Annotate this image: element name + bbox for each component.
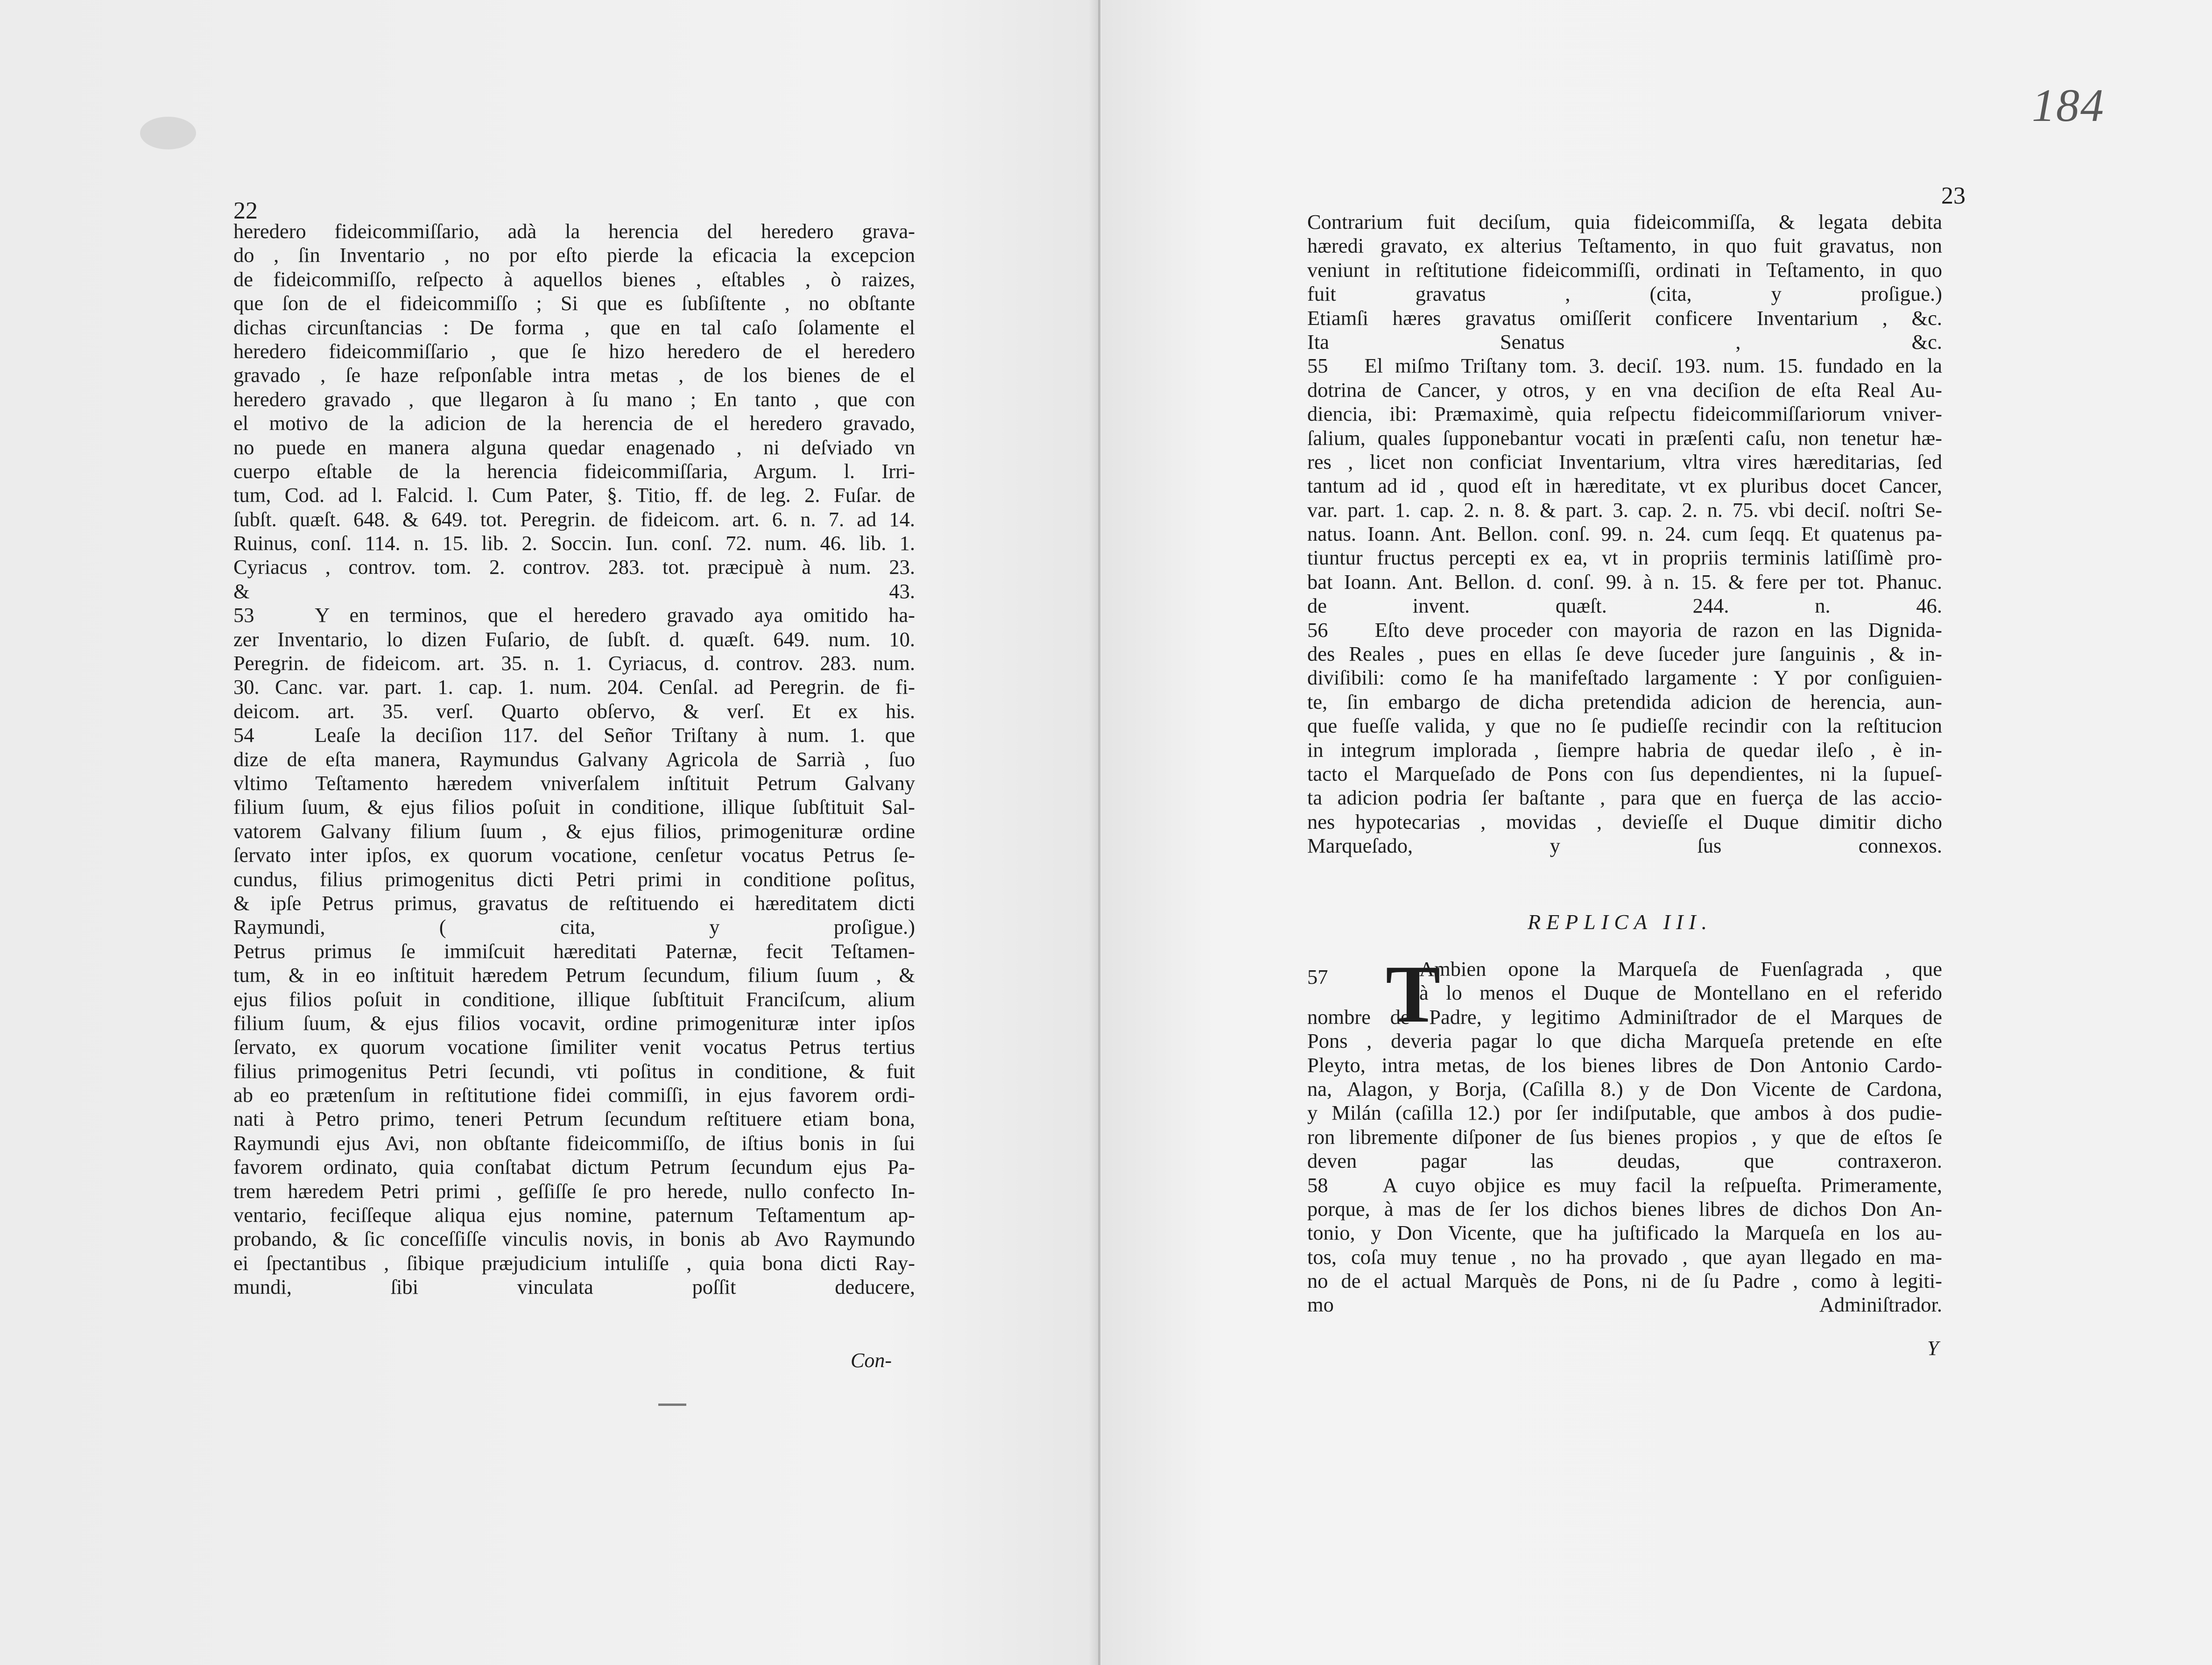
text-line: gravado , ſe haze reſponſable intra metas , de los bienes de el [233,363,915,387]
text-line: favorem ordinato, quia conſtabat dictum Petrum ſecundum ejus Pa- [233,1155,915,1179]
text-line: tum, & in eo inſtituit hæredem Petrum ſecundum, filium ſuum , & [233,963,915,987]
text-line: ejus filios poſuit in conditione, illique ſubſtituit Franciſcum, alium [233,987,915,1011]
drop-cap: T [1386,949,1441,1040]
text-line: no puede en manera alguna quedar enagenado , ni deſviado vn [233,435,915,459]
text-line: el motivo de la adicion de la herencia de el heredero gravado, [233,411,915,435]
right-page-body-bottom [1307,957,1942,1317]
text-line: Raymundi, ( cita, y proſigue.) [233,915,915,939]
text-line: tos, coſa muy tenue , no ha provado , que ayan llegado en ma- [1307,1245,1942,1269]
text-line: & ipſe Petrus primus, gravatus de reſtituendo ei hæreditatem dicti [233,891,915,915]
text-line: ei ſpectantibus , ſibique præjudicium intuliſſe , quia bona dicti Ray- [233,1251,915,1275]
text-line: deven pagar las deudas, que contraxeron. [1307,1149,1942,1173]
text-line: hæredi gravato, ex alterius Teſtamento, in quo fuit gravatus, non [1307,234,1942,258]
text-line: res , licet non conficiat Inventarium, vltra vires hæreditarias, ſed [1307,450,1942,473]
text-line: mo Adminiſtrador. [1307,1293,1942,1317]
text-line: dotrina de Cancer, y otros, y en vna deciſion de eſta Real Au- [1307,378,1942,402]
text-line: ab eo prætenſum in reſtitutione fidei commiſſi, in ejus favorem ordi- [233,1083,915,1107]
text-line: natus. Ioann. Ant. Bellon. conſ. 99. n. 24. cum ſeqq. Et quatenus pa- [1307,522,1942,546]
text-line: heredero fideicommiſſario , que ſe hizo heredero de el heredero [233,339,915,363]
left-page [0,0,1102,1665]
text-line: cundus, filius primogenitus dicti Petri primi in conditione poſitus, [233,867,915,891]
text-line: 58 A cuyo objice es muy facil la reſpueſta. Primeramente, [1307,1173,1942,1197]
paragraph-number-57: 57 [1307,965,1328,988]
text-line: dize de eſta manera, Raymundus Galvany Agricola de Sarrià , ſuo [233,747,915,771]
text-line: Ruinus, conſ. 114. n. 15. lib. 2. Soccin. Iun. conſ. 72. num. 46. lib. 1. [233,531,915,555]
text-line: ventario, feciſſeque aliqua ejus nomine, paternum Teſtamentum ap- [233,1203,915,1227]
text-line: Etiamſi hæres gravatus omiſſerit conficere Inventarium , &c. [1307,306,1942,330]
right-page-body-top [1307,210,1942,858]
text-line: ſervato inter ipſos, ex quorum vocatione, cenſetur vocatus Petrus ſe- [233,843,915,867]
text-line: 53 Y en terminos, que el heredero gravado aya omitido ha- [233,603,915,627]
text-line: mundi, ſibi vinculata poſſit deducere, [233,1275,915,1299]
text-line: Peregrin. de fideicom. art. 35. n. 1. Cyriacus, d. controv. 283. num. [233,651,915,675]
text-line: filium ſuum, & ejus filios vocavit, ordine primogenituræ inter ipſos [233,1011,915,1035]
text-line: probando, & ſic conceſſiſſe vinculis novis, in bonis ab Avo Raymundo [233,1227,915,1251]
text-line: Raymundi ejus Avi, non obſtante fideicommiſſo, de iſtius bonis in ſui [233,1131,915,1155]
text-line: do , ſin Inventario , no por eſto pierde la eficacia la excepcion [233,243,915,267]
text-line: de invent. quæſt. 244. n. 46. [1307,594,1942,618]
text-line: diviſibili: como ſe ha manifeſtado largamente : Y por conſiguien- [1307,666,1942,690]
text-line: vltimo Teſtamento hæredem vniverſalem inſtituit Petrum Galvany [233,771,915,795]
catchword-right: Y [1927,1337,1939,1360]
text-line: tonio, y Don Vicente, que ha juſtificado la Marqueſa en los au- [1307,1221,1942,1245]
text-line: ſubſt. quæſt. 648. & 649. tot. Peregrin. de fideicom. art. 6. n. 7. ad 14. [233,507,915,531]
text-line: no de el actual Marquès de Pons, ni de ſu Padre , como à legiti- [1307,1269,1942,1293]
text-line: 30. Canc. var. part. 1. cap. 1. num. 204. Cenſal. ad Peregrin. de fi- [233,675,915,699]
text-line: ſervato, ex quorum vocatione ſimiliter venit vocatus Petrus tertius [233,1035,915,1059]
text-line: tacto el Marqueſado de Pons con ſus dependientes, ni la ſupueſ- [1307,762,1942,785]
text-line: 56 Eſto deve proceder con mayoria de razon en las Dignida- [1307,618,1942,642]
text-line: cuerpo eſtable de la herencia fideicommiſſaria, Argum. l. Irri- [233,459,915,483]
text-line: & 43. [233,579,915,603]
text-line: que ſon de el fideicommiſſo ; Si que es ſubſiſtente , no obſtante [233,291,915,315]
text-line: var. part. 1. cap. 2. n. 8. & part. 3. cap. 2. n. 75. vbi deciſ. noſtri Se- [1307,498,1942,522]
book-gutter [1098,0,1100,1665]
text-line: trem hæredem Petri primi , geſſiſſe ſe pro herede, nullo confecto In- [233,1179,915,1203]
text-line: veniunt in reſtitutione fideicommiſſi, ordinati in Teſtamento, in quo [1307,258,1942,282]
text-line: Pons , deveria pagar lo que dicha Marqueſa pretende en eſte [1307,1029,1942,1053]
page-number: 22 [233,198,258,224]
text-line: heredero gravado , que llegaron à ſu mano ; En tanto , que con [233,387,915,411]
text-line: 55 El miſmo Triſtany tom. 3. deciſ. 193. num. 15. fundado en la [1307,354,1942,378]
text-line: in integrum implorada , ſiempre habria de quedar ileſo , è in- [1307,738,1942,762]
text-line: dichas circunſtancias : De forma , que en tal caſo ſolamente el [233,315,915,339]
text-line: ta adicion podria ſer baſtante , para que en fuerça de las accio- [1307,786,1942,810]
text-line: Petrus primus ſe immiſcuit hæreditati Paternæ, fecit Teſtamen- [233,939,915,963]
stain-mark [140,117,196,149]
section-heading: REPLICA III. [1528,910,1713,934]
text-line: Marqueſado, y ſus connexos. [1307,834,1942,858]
text-line: ron libremente diſponer de ſus bienes propios , y que de eſtos ſe [1307,1125,1942,1149]
text-line: diencia, ibi: Præmaximè, quia reſpectu fideicommiſſariorum vniver- [1307,402,1942,426]
text-line: nati à Petro primo, teneri Petrum ſecundum reſtituere etiam bona, [233,1107,915,1131]
text-line: Contrarium fuit deciſum, quia fideicommiſſa, & legata debita [1307,210,1942,233]
text-line: nes hypotecarias , movidas , devieſſe el Duque dimitir dicho [1307,810,1942,833]
text-line: tum, Cod. ad l. Falcid. l. Cum Pater, §. Titio, ff. de leg. 2. Fuſar. de [233,483,915,507]
text-line: à lo menos el Duque de Montellano en el referido [1419,981,1942,1005]
archive-folio-number: 184 [2032,79,2105,131]
text-line: que fueſſe valida, y que no ſe pudieſſe recindir con la reſtitucion [1307,714,1942,738]
text-line: te, ſin embargo de dicha pretendida adicion de herencia, aun- [1307,690,1942,713]
text-line: fuit gravatus , (cita, y proſigue.) [1307,282,1942,306]
text-line: 54 Leaſe la deciſion 117. del Señor Triſtany à num. 1. que [233,723,915,747]
text-line: des Reales , pues en ellas ſe deve ſuceder jure ſanguinis , & in- [1307,642,1942,666]
text-line: tantum ad id , quod eſt in hæreditate, vt ex pluribus docet Cancer, [1307,474,1942,498]
text-line: na, Alagon, y Borja, (Caſilla 8.) y de Don Vicente de Cardona, [1307,1077,1942,1101]
text-line: Ita Senatus , &c. [1307,330,1942,353]
text-line: vatorem Galvany filium ſuum , & ejus filios, primogenituræ ordine [233,819,915,843]
page-number-right: 23 [1941,183,1965,209]
text-line: filium ſuum, & ejus filios poſuit in conditione, illique ſubſtituit Sal- [233,795,915,819]
text-line: ſalium, quales ſupponebantur vocati in præſenti caſu, non tenetur hæ- [1307,426,1942,450]
ink-mark [658,1404,686,1406]
text-line: de fideicommiſſo, reſpecto à aquellos bienes , eſtables , ò raizes, [233,267,915,291]
text-line: bat Ioann. Ant. Bellon. d. conſ. 99. à n. 15. & fere per tot. Phanuc. [1307,570,1942,593]
text-line: tiuntur fructus percepti ex ea, vt in propriis terminis latiſſimè pro- [1307,546,1942,570]
text-line: y Milán (caſilla 12.) por ſer indiſputable, que ambos à dos pudie- [1307,1101,1942,1125]
text-line: nombre de Padre, y legitimo Adminiſtrador de el Marques de [1307,1005,1942,1029]
text-line: Cyriacus , controv. tom. 2. controv. 283. tot. præcipuè à num. 23. [233,555,915,579]
text-line: heredero fideicommiſſario, adà la herencia del heredero grava- [233,219,915,243]
catchword: Con- [851,1349,892,1372]
text-line: deicom. art. 35. verſ. Quarto obſervo, & verſ. Et ex his. [233,699,915,723]
text-line: Ambien opone la Marqueſa de Fuenſagrada , que [1419,957,1942,981]
text-line: filius primogenitus Petri ſecundi, vti poſitus in conditione, & fuit [233,1059,915,1083]
text-line: Pleyto, intra metas, de los bienes libres de Don Antonio Cardo- [1307,1053,1942,1077]
left-page-body [233,219,915,1299]
text-line: porque, à mas de ſer los dichos bienes libres de dichos Don An- [1307,1197,1942,1221]
text-line: zer Inventario, lo dizen Fuſario, de ſubſt. d. quæſt. 649. num. 10. [233,627,915,651]
gutter-shadow [1089,0,1098,1665]
